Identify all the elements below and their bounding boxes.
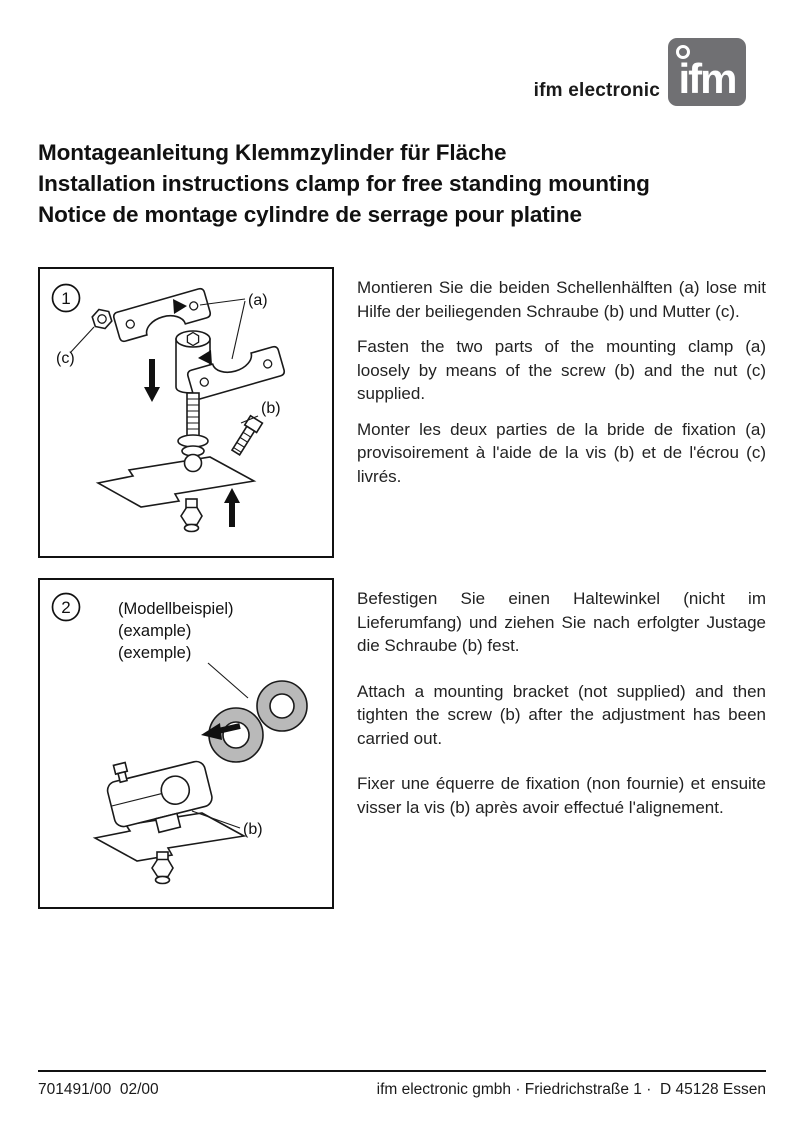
figure2-drawing (40, 580, 332, 907)
document-title (38, 137, 650, 230)
title-line-fr: Notice de montage cylindre de serrage pour platine (38, 202, 582, 227)
title-line-en: Installation instructions clamp for free standing mounting (38, 171, 650, 196)
logo-text: ifm (678, 55, 736, 102)
step2-paragraph-fr: Fixer une équerre de fixation (non fournie) et ensuite visser la vis (b) après avoir effectué l'alignement. (357, 774, 766, 817)
up-arrow (224, 488, 240, 527)
figure1-label-c: (c) (56, 350, 75, 367)
instructions-step-1 (357, 276, 766, 500)
title-line-de: Montageanleitung Klemmzylinder für Fläche (38, 140, 507, 165)
instructions-step-2 (357, 587, 766, 841)
figure-2-box (38, 578, 334, 909)
figure-1-box (38, 267, 334, 558)
figure2-caption-de: (Modellbeispiel) (118, 600, 234, 618)
step2-paragraph-de: Befestigen Sie einen Haltewinkel (nicht im Lieferumfang) und ziehen Sie nach erfolgter Justage die Schraube (b) fest. (357, 589, 766, 655)
footer-divider (38, 1070, 766, 1072)
figure2-number-text: 2 (61, 598, 71, 617)
step2-paragraph-en: Attach a mounting bracket (not supplied) and then tighten the screw (b) after the adjustment has been carried out. (357, 681, 766, 748)
screw-b (230, 416, 263, 456)
figure1-step-number (53, 285, 80, 312)
figure2-step-number (53, 594, 80, 621)
figure1-number-text: 1 (61, 289, 71, 308)
brand-text: ifm electronic (533, 80, 660, 101)
figure2-label-b: (b) (243, 821, 263, 838)
document-number: 701491/00 02/00 (38, 1081, 159, 1098)
company-address: ifm electronic gmbh · Friedrichstraße 1 · D 45128 Essen (376, 1081, 766, 1098)
figure1-label-a: (a) (248, 292, 268, 309)
ifm-logo-icon (668, 38, 746, 106)
nut-c (90, 308, 113, 329)
clamp-screw (113, 762, 129, 782)
figure2-caption-en: (example) (118, 622, 192, 640)
label-c-leader (70, 327, 94, 353)
label-a-leader-2 (232, 301, 245, 359)
step1-paragraph-en: Fasten the two parts of the mounting clamp (a) loosely by means of the screw (b) and the nut (c) supplied. (357, 337, 766, 403)
step1-paragraph-de: Montieren Sie die beiden Schellenhälften (a) lose mit Hilfe der beiliegenden Schraube (b) und Mutter (c). (357, 278, 766, 321)
caption-leader (208, 663, 248, 698)
mounting-bracket (209, 681, 307, 762)
stud-and-nut (181, 499, 202, 532)
figure1-drawing (40, 269, 332, 556)
figure1-label-b: (b) (261, 400, 281, 417)
step1-paragraph-fr: Monter les deux parties de la bride de fixation (a) provisoirement à l'aide de la vis (b) et de l'écrou (c) livrés. (357, 419, 766, 486)
figure2-caption-fr: (exemple) (118, 644, 192, 662)
threaded-rod (187, 393, 199, 437)
down-arrow (144, 359, 160, 402)
